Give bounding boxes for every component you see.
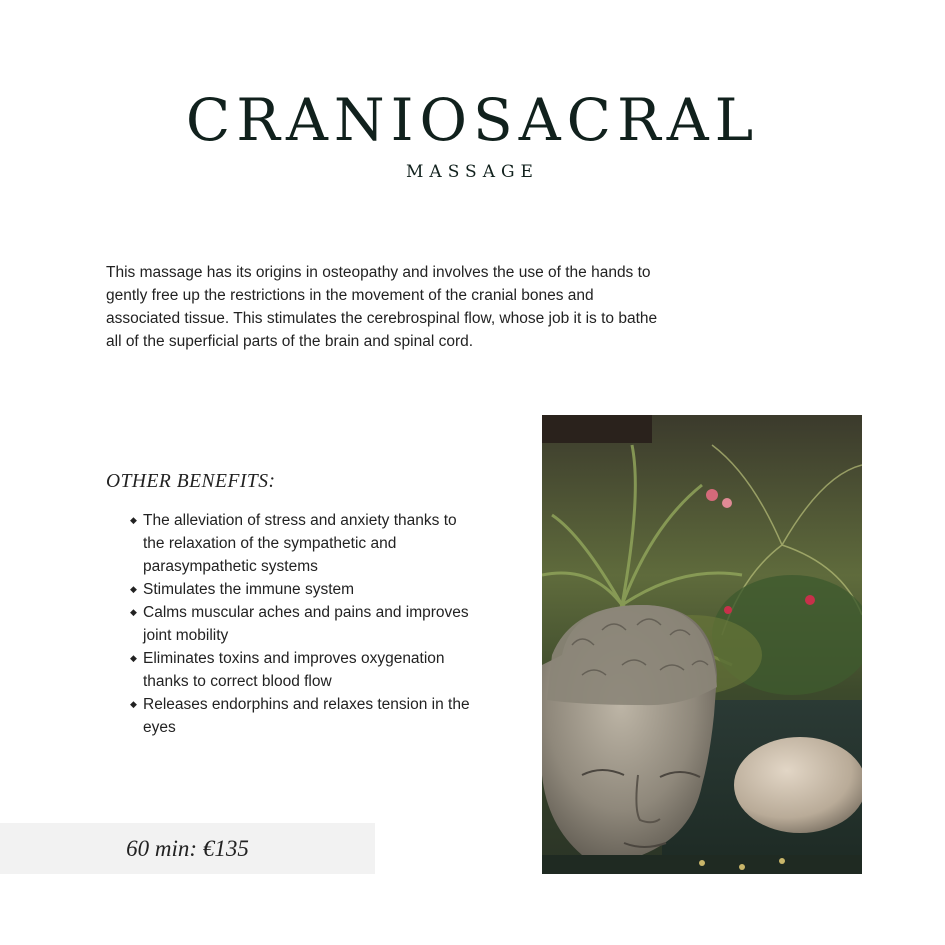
price-bar xyxy=(0,823,375,874)
buddha-garden-photo xyxy=(542,415,862,874)
diamond-bullet-icon: ◆ xyxy=(130,584,137,594)
diamond-bullet-icon: ◆ xyxy=(130,515,137,525)
diamond-bullet-icon: ◆ xyxy=(130,653,137,663)
list-item xyxy=(130,578,470,601)
list-item xyxy=(130,647,470,693)
diamond-bullet-icon: ◆ xyxy=(130,607,137,617)
benefits-list xyxy=(130,509,470,739)
benefit-text: The alleviation of stress and anxiety thanks to the relaxation of the sympathetic and parasympathetic systems xyxy=(143,512,457,575)
list-item xyxy=(130,693,470,739)
diamond-bullet-icon: ◆ xyxy=(130,699,137,709)
page-title: CRANIOSACRAL xyxy=(185,86,760,154)
benefit-text: Stimulates the immune system xyxy=(143,581,355,598)
buddha-garden-image xyxy=(542,415,862,874)
benefit-text: Releases endorphins and relaxes tension in the eyes xyxy=(143,696,470,736)
page-subtitle: MASSAGE xyxy=(406,162,539,182)
list-item xyxy=(130,509,470,578)
benefits-heading: OTHER BENEFITS: xyxy=(106,471,276,492)
benefit-text: Eliminates toxins and improves oxygenation thanks to correct blood flow xyxy=(143,650,445,690)
benefit-text: Calms muscular aches and pains and improves joint mobility xyxy=(143,604,469,644)
list-item xyxy=(130,601,470,647)
price-label: 60 min: €135 xyxy=(126,836,249,861)
intro-paragraph: This massage has its origins in osteopathy and involves the use of the hands to gently free up the restrictions in the movement of the cranial bones and associated tissue. This stimulates the cerebrospinal flow, whose job it is to bathe all of the superficial parts of the brain and spinal cord. xyxy=(106,264,658,350)
